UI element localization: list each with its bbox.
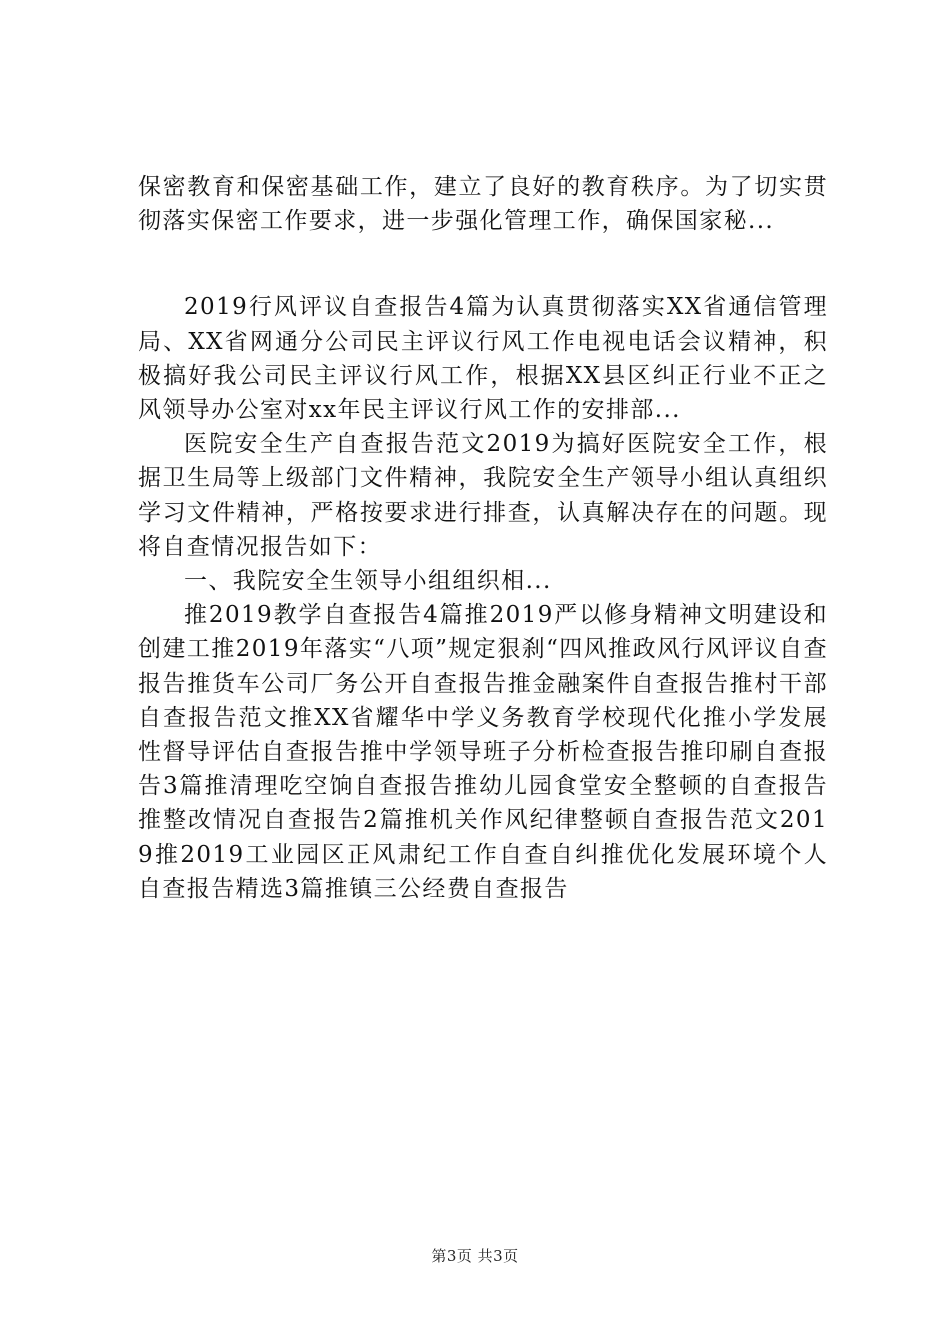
document-body xyxy=(138,170,828,906)
paragraph-4: 一、我院安全生领导小组组织相... xyxy=(184,568,552,595)
paragraph-2: 2019行风评议自查报告4篇为认真贯彻落实XX省通信管理局、XX省网通分公司民主评议行风工作电视电话会议精神，积极搞好我公司民主评议行风工作，根据XX县区纠正行业不正之风领导办公室对xx年民主评议行风工作的安排部... xyxy=(138,294,828,424)
paragraph-1: 保密教育和保密基础工作，建立了良好的教育秩序。为了切实贯彻落实保密工作要求，进一步强化管理工作，确保国家秘... xyxy=(138,174,828,235)
paragraph-5: 推2019教学自查报告4篇推2019严以修身精神文明建设和创建工推2019年落实“八项”规定狠刹“四风推政风行风评议自查报告推货车公司厂务公开自查报告推金融案件自查报告推村干部自查报告范文推XX省耀华中学义务教育学校现代化推小学发展性督导评估自查报告推中学领导班子分析检查报告推印刷自查报告3篇推清理吃空饷自查报告推幼儿园食堂安全整顿的自查报告推整改情况自查报告2篇推机关作风纪律整顿自查报告范文2019推2019工业园区正风肃纪工作自查自纠推优化发展环境个人自查报告精选3篇推镇三公经费自查报告 xyxy=(138,602,828,902)
paragraph-3: 医院安全生产自查报告范文2019为搞好医院安全工作，根据卫生局等上级部门文件精神，我院安全生产领导小组认真组织学习文件精神，严格按要求进行排查，认真解决存在的问题。现将自查情况报告如下： xyxy=(138,431,828,560)
paragraph-gap xyxy=(138,238,828,290)
page-number-footer: 第3页 共3页 xyxy=(431,1247,519,1265)
